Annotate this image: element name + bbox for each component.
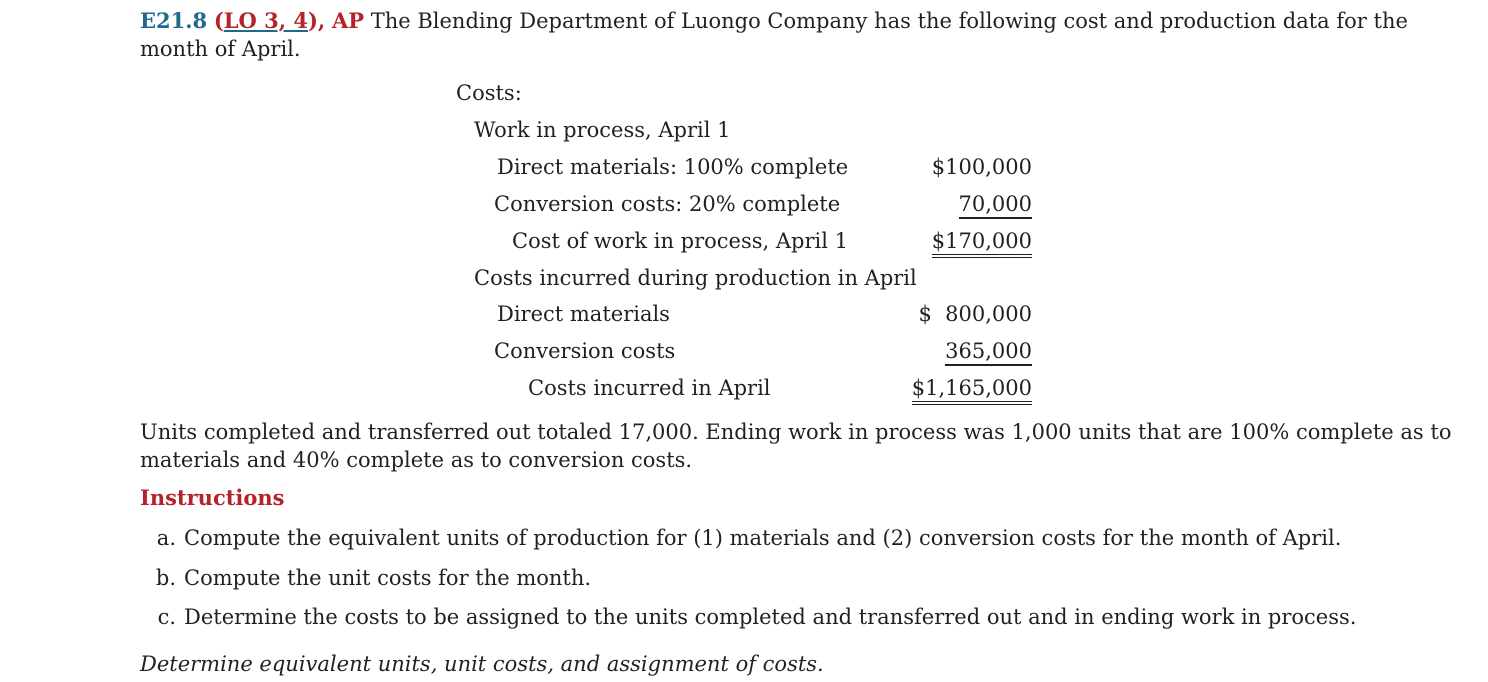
ap-tag: AP bbox=[331, 8, 365, 33]
exercise-intro bbox=[140, 7, 1408, 35]
exercise-number: E21.8 bbox=[140, 8, 208, 33]
instruction-text: Determine the costs to be assigned to the units completed and transferred out and in ending work in process. bbox=[184, 605, 1357, 629]
instruction-letter: c. bbox=[157, 605, 176, 629]
cc2-label: Conversion costs bbox=[494, 339, 676, 363]
instruction-letter: b. bbox=[155, 566, 176, 590]
instruction-item-b bbox=[148, 564, 591, 592]
instructions-heading: Instructions bbox=[140, 485, 285, 510]
wip-header: Work in process, April 1 bbox=[474, 118, 731, 142]
footer-note: Determine equivalent units, unit costs, and assignment of costs. bbox=[140, 652, 824, 676]
dm-label: Direct materials: 100% complete bbox=[497, 155, 849, 179]
dm2-value: $ 800,000 bbox=[918, 302, 1032, 326]
intro-text-line2: month of April. bbox=[140, 37, 301, 61]
units-text-line2: materials and 40% complete as to conversion costs. bbox=[140, 448, 693, 472]
instruction-letter: a. bbox=[156, 526, 176, 550]
wip-total-value: $170,000 bbox=[892, 228, 1032, 254]
learning-objective-link[interactable]: LO 3, 4 bbox=[223, 8, 308, 33]
cc2-value: 365,000 bbox=[892, 338, 1032, 364]
instruction-item-c bbox=[148, 603, 1356, 631]
dm2-label: Direct materials bbox=[497, 302, 670, 326]
cc-label: Conversion costs: 20% complete bbox=[494, 192, 841, 216]
incurred-header: Costs incurred during production in April bbox=[474, 266, 917, 290]
instruction-text: Compute the equivalent units of production for (1) materials and (2) conversion costs for the month of April. bbox=[184, 526, 1342, 550]
lo-open: ( bbox=[213, 8, 224, 33]
costs-header: Costs: bbox=[456, 81, 522, 105]
wip-total-label: Cost of work in process, April 1 bbox=[512, 229, 848, 253]
units-text-line1: Units completed and transferred out totaled 17,000. Ending work in process was 1,000 units that are 100% complete as to bbox=[140, 420, 1452, 444]
cc-value: 70,000 bbox=[892, 191, 1032, 217]
incurred-total-label: Costs incurred in April bbox=[528, 376, 771, 400]
incurred-total-value: $1,165,000 bbox=[892, 375, 1032, 401]
dm-value: $100,000 bbox=[931, 155, 1032, 179]
instruction-item-a bbox=[148, 524, 1341, 552]
lo-close: ), bbox=[308, 8, 326, 33]
intro-text-line1: The Blending Department of Luongo Company has the following cost and production data for the bbox=[370, 9, 1408, 33]
instruction-text: Compute the unit costs for the month. bbox=[184, 566, 592, 590]
